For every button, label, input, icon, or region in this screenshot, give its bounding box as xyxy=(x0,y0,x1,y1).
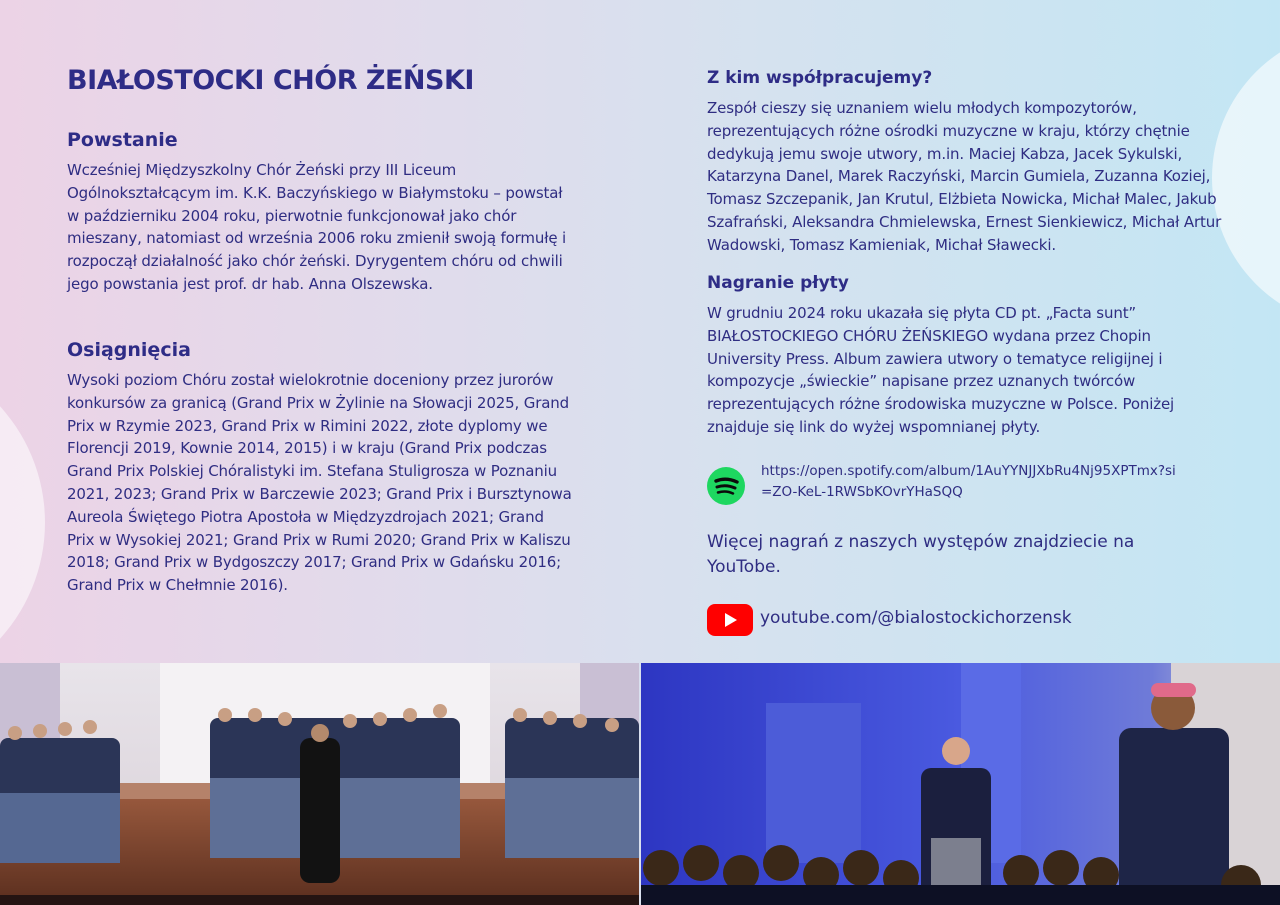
youtube-info-text: Więcej nagrań z naszych występów znajdziecie na YouTobe. xyxy=(707,532,1135,577)
page-title: BIAŁOSTOCKI CHÓR ŻEŃSKI xyxy=(67,65,474,96)
text-nagranie: W grudniu 2024 roku ukazała się płyta CD pt. „Facta sunt” BIAŁOSTOCKIEGO CHÓRU ŻEŃSKIEGO wydana przez Chopin University Press. Album zawiera utwory o tematyce religijnej i kompozycje „świeckie” napisane przez uznanych twórców reprezentujących różne środowiska muzyczne w Polsce. Poniżej znajduje się link do wyżej wspomnianej płyty. xyxy=(707,304,1175,436)
spotify-link-row[interactable] xyxy=(707,461,1247,511)
heading-osiagniecia: Osiągnięcia xyxy=(67,339,191,361)
text-powstanie: Wcześniej Międzyszkolny Chór Żeński przy III Liceum Ogólnokształcącym im. K.K. Baczyńskiego w Białymstoku – powstał w październiku 2004 roku, pierwotnie funkcjonował jako chór mieszany, natomiast od września 2006 roku zmienił swoją formułę i rozpoczął działalność jako chór żeński. Dyrygentem chóru od chwili jego powstania jest prof. dr hab. Anna Olszewska. xyxy=(67,161,567,293)
heading-wspolpraca: Z kim współpracujemy? xyxy=(707,68,933,88)
text-wspolpraca: Zespół cieszy się uznaniem wielu młodych kompozytorów, reprezentujących różne ośrodki muzyczne w kraju, którzy chętnie dedykują jemu swoje utwory, m.in. Maciej Kabza, Jacek Sykulski, Katarzyna Danel, Marek Raczyński, Marcin Gumiela, Zuzanna Koziej, Tomasz Szczepanik, Jan Krutul, Elżbieta Nowicka, Michał Malec, Jakub Szafrański, Aleksandra Chmielewska, Ernest Sienkiewicz, Michał Artur Wadowski, Tomasz Kamieniak, Michał Sławecki. xyxy=(707,99,1222,254)
youtube-icon[interactable] xyxy=(707,604,753,636)
choir-performance-photo xyxy=(641,663,1280,905)
text-osiagniecia: Wysoki poziom Chóru został wielokrotnie doceniony przez jurorów konkursów za granicą (Grand Prix w Żylinie na Słowacji 2025, Grand Prix w Rzymie 2023, Grand Prix w Rimini 2022, złote dyplomy we Florencji 2019, Kownie 2014, 2015) i w kraju (Grand Prix podczas Grand Prix Polskiej Chóralistyki im. Stefana Stuligrosza w Poznaniu 2021, 2023; Grand Prix w Barczewie 2023; Grand Prix i Bursztynowa Aureola Świętego Piotra Apostoła w Międzyzdrojach 2021; Grand Prix w Wysokiej 2021; Grand Prix w Rumi 2020; Grand Prix w Kaliszu 2018; Grand Prix w Bydgoszczy 2017; Grand Prix w Gdańsku 2016; Grand Prix w Chełmnie 2016). xyxy=(67,371,572,595)
decorative-circle-left xyxy=(0,350,45,695)
choir-concert-photo xyxy=(0,663,639,905)
youtube-channel-link[interactable]: youtube.com/@bialostockichorzensk xyxy=(760,608,1072,628)
spotify-album-link[interactable]: https://open.spotify.com/album/1AuYYNJJXbRu4Nj95XPTmx?si=ZO-KeL-1RWSbKOvrYHaSQQ xyxy=(761,463,1176,500)
youtube-link-row[interactable] xyxy=(707,604,1127,638)
heading-powstanie: Powstanie xyxy=(67,129,178,151)
spotify-icon[interactable] xyxy=(707,467,745,505)
heading-nagranie: Nagranie płyty xyxy=(707,273,849,293)
